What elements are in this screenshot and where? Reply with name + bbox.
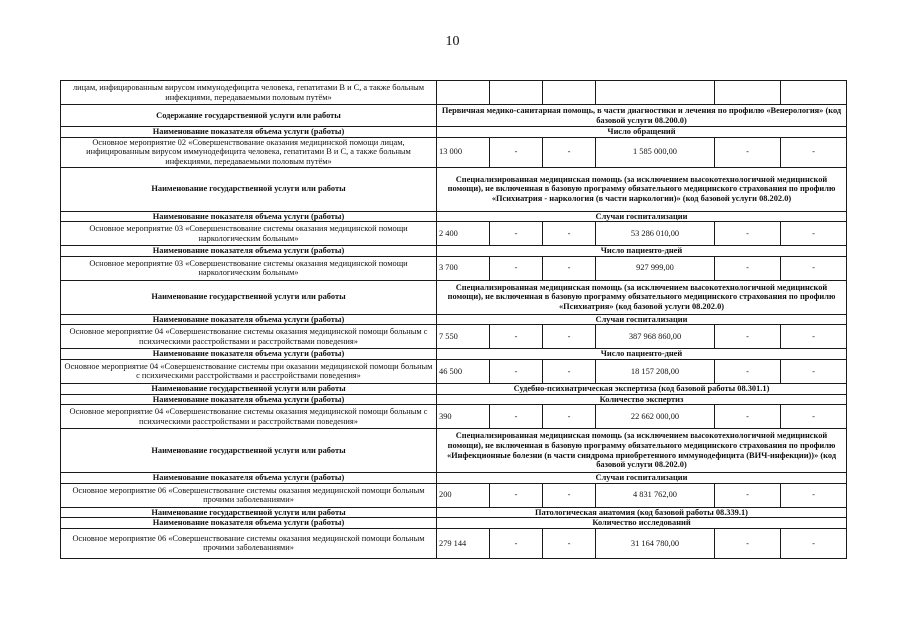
event-label: Основное мероприятие 06 «Совершенствование системы оказания медицинской помощи больным прочими заболеваниями» bbox=[61, 528, 437, 558]
dash-cell: - bbox=[715, 483, 781, 507]
dash-cell: - bbox=[781, 405, 847, 429]
dash-cell: - bbox=[715, 528, 781, 558]
dash-cell: - bbox=[490, 325, 543, 349]
table-row bbox=[61, 314, 847, 325]
table-row bbox=[61, 359, 847, 383]
service-label: Наименование государственной услуги или работы bbox=[61, 167, 437, 211]
indicator-label: Наименование показателя объема услуги (работы) bbox=[61, 473, 437, 484]
dash-cell: - bbox=[490, 137, 543, 167]
event-label: Основное мероприятие 04 «Совершенствование системы при оказании медицинской помощи больным с психическими расстройствами и расстройствами поведения» bbox=[61, 359, 437, 383]
table-row bbox=[61, 127, 847, 138]
event-label: Основное мероприятие 04 «Совершенствование системы оказания медицинской помощи больным с психическими расстройствами и расстройствами поведения» bbox=[61, 405, 437, 429]
table-row bbox=[61, 507, 847, 518]
dash-cell: - bbox=[781, 359, 847, 383]
dash-cell: - bbox=[490, 405, 543, 429]
table-row bbox=[61, 256, 847, 280]
amount-value: 53 286 010,00 bbox=[596, 222, 715, 246]
dash-cell: - bbox=[715, 137, 781, 167]
dash-cell: - bbox=[543, 405, 596, 429]
unit-label: Число пациенто-дней bbox=[437, 246, 847, 257]
dash-cell: - bbox=[781, 483, 847, 507]
dash-cell: - bbox=[781, 325, 847, 349]
continuation-label: лицам, инфицированным вирусом иммунодефицита человека, гепатитами B и C, а также больным инфекциями, передаваемыми половым путём» bbox=[61, 81, 437, 105]
amount-value: 927 999,00 bbox=[596, 256, 715, 280]
table-row bbox=[61, 325, 847, 349]
event-label: Основное мероприятие 06 «Совершенствование системы оказания медицинской помощи больным прочими заболеваниями» bbox=[61, 483, 437, 507]
table-row bbox=[61, 528, 847, 558]
unit-label: Количество исследований bbox=[437, 518, 847, 529]
amount-value: 31 164 780,00 bbox=[596, 528, 715, 558]
table-row bbox=[61, 222, 847, 246]
table-row bbox=[61, 473, 847, 484]
table-row bbox=[61, 211, 847, 222]
dash-cell: - bbox=[543, 256, 596, 280]
table-row bbox=[61, 137, 847, 167]
table-row bbox=[61, 280, 847, 314]
unit-label: Число обращений bbox=[437, 127, 847, 138]
dash-cell: - bbox=[715, 222, 781, 246]
volume-value: 3 700 bbox=[437, 256, 490, 280]
amount-value: 387 968 860,00 bbox=[596, 325, 715, 349]
volume-value: 7 550 bbox=[437, 325, 490, 349]
indicator-label: Наименование показателя объема услуги (работы) bbox=[61, 127, 437, 138]
unit-label: Случаи госпитализации bbox=[437, 473, 847, 484]
indicator-label: Наименование показателя объема услуги (работы) bbox=[61, 314, 437, 325]
dash-cell: - bbox=[543, 359, 596, 383]
unit-label: Случаи госпитализации bbox=[437, 314, 847, 325]
volume-value: 390 bbox=[437, 405, 490, 429]
indicator-label: Наименование показателя объема услуги (работы) bbox=[61, 246, 437, 257]
volume-value: 2 400 bbox=[437, 222, 490, 246]
dash-cell: - bbox=[781, 528, 847, 558]
volume-value: 279 144 bbox=[437, 528, 490, 558]
dash-cell: - bbox=[490, 359, 543, 383]
dash-cell: - bbox=[715, 256, 781, 280]
dash-cell: - bbox=[543, 137, 596, 167]
unit-label: Количество экспертиз bbox=[437, 394, 847, 405]
amount-value: 1 585 000,00 bbox=[596, 137, 715, 167]
section-header: Специализированная медицинская помощь (за исключением высокотехнологичной медицинской помощи), не включенная в базовую программу обязательного медицинского страхования по профилю «Психиатрия - наркология (в части наркологии)» (код базовой услуги 08.202.0) bbox=[437, 167, 847, 211]
dash-cell: - bbox=[490, 483, 543, 507]
indicator-label: Наименование показателя объема услуги (работы) bbox=[61, 211, 437, 222]
event-label: Основное мероприятие 03 «Совершенствование системы оказания медицинской помощи наркологическим больным» bbox=[61, 222, 437, 246]
table-row bbox=[61, 394, 847, 405]
dash-cell: - bbox=[543, 528, 596, 558]
table-row bbox=[61, 246, 847, 257]
dash-cell: - bbox=[715, 405, 781, 429]
dash-cell: - bbox=[781, 222, 847, 246]
dash-cell: - bbox=[715, 359, 781, 383]
dash-cell: - bbox=[490, 528, 543, 558]
dash-cell: - bbox=[543, 222, 596, 246]
table-row bbox=[61, 405, 847, 429]
volume-value: 200 bbox=[437, 483, 490, 507]
amount-value: 18 157 208,00 bbox=[596, 359, 715, 383]
dash-cell: - bbox=[490, 256, 543, 280]
table-row bbox=[61, 483, 847, 507]
amount-value: 4 831 762,00 bbox=[596, 483, 715, 507]
dash-cell: - bbox=[781, 137, 847, 167]
table-row bbox=[61, 81, 847, 105]
indicator-label: Наименование показателя объема услуги (работы) bbox=[61, 518, 437, 529]
table-row bbox=[61, 383, 847, 394]
service-label: Наименование государственной услуги или работы bbox=[61, 280, 437, 314]
volume-value: 13 000 bbox=[437, 137, 490, 167]
page-number: 10 bbox=[445, 34, 460, 49]
dash-cell: - bbox=[490, 222, 543, 246]
dash-cell: - bbox=[543, 483, 596, 507]
section-header: Специализированная медицинская помощь (за исключением высокотехнологичной медицинской помощи), не включенная в базовую программу обязательного медицинского страхования по профилю «Инфекционные болезни (в части синдрома приобретенного иммунодефицита (ВИЧ-инфекции))» (код базовой услуги 08.202.0) bbox=[437, 429, 847, 473]
section-header: Судебно-психиатрическая экспертиза (код базовой работы 08.301.1) bbox=[437, 383, 847, 394]
section-header: Патологическая анатомия (код базовой работы 08.339.1) bbox=[437, 507, 847, 518]
event-label: Основное мероприятие 02 «Совершенствование оказания медицинской помощи лицам, инфицированным вирусом иммунодефицита человека, гепатитами B и C, а также больным инфекциями, передаваемыми половым путём» bbox=[61, 137, 437, 167]
unit-label: Случаи госпитализации bbox=[437, 211, 847, 222]
indicator-label: Наименование показателя объема услуги (работы) bbox=[61, 394, 437, 405]
table-row bbox=[61, 518, 847, 529]
section-header: Первичная медико-санитарная помощь, в части диагностики и лечения по профилю «Венерология» (код базовой услуги 08.200.0) bbox=[437, 105, 847, 127]
service-work-label: Наименование государственной услуги или работы bbox=[61, 507, 437, 518]
dash-cell: - bbox=[543, 325, 596, 349]
service-label: Наименование государственной услуги или работы bbox=[61, 429, 437, 473]
volume-value: 46 500 bbox=[437, 359, 490, 383]
state-service-table bbox=[60, 80, 847, 559]
table-row bbox=[61, 349, 847, 360]
amount-value: 22 662 000,00 bbox=[596, 405, 715, 429]
dash-cell: - bbox=[781, 256, 847, 280]
indicator-label: Наименование показателя объема услуги (работы) bbox=[61, 349, 437, 360]
event-label: Основное мероприятие 04 «Совершенствование системы оказания медицинской помощи больным с психическими расстройствами и расстройствами поведения» bbox=[61, 325, 437, 349]
table-row bbox=[61, 167, 847, 211]
dash-cell: - bbox=[715, 325, 781, 349]
service-work-label: Наименование государственной услуги или работы bbox=[61, 383, 437, 394]
event-label: Основное мероприятие 03 «Совершенствование системы оказания медицинской помощи наркологическим больным» bbox=[61, 256, 437, 280]
section-header: Специализированная медицинская помощь (за исключением высокотехнологичной медицинской помощи), не включенная в базовую программу обязательного медицинского страхования по профилю «Психиатрия» (код базовой услуги 08.202.0) bbox=[437, 280, 847, 314]
unit-label: Число пациенто-дней bbox=[437, 349, 847, 360]
content-label: Содержание государственной услуги или работы bbox=[61, 105, 437, 127]
table-row bbox=[61, 105, 847, 127]
table-row bbox=[61, 429, 847, 473]
